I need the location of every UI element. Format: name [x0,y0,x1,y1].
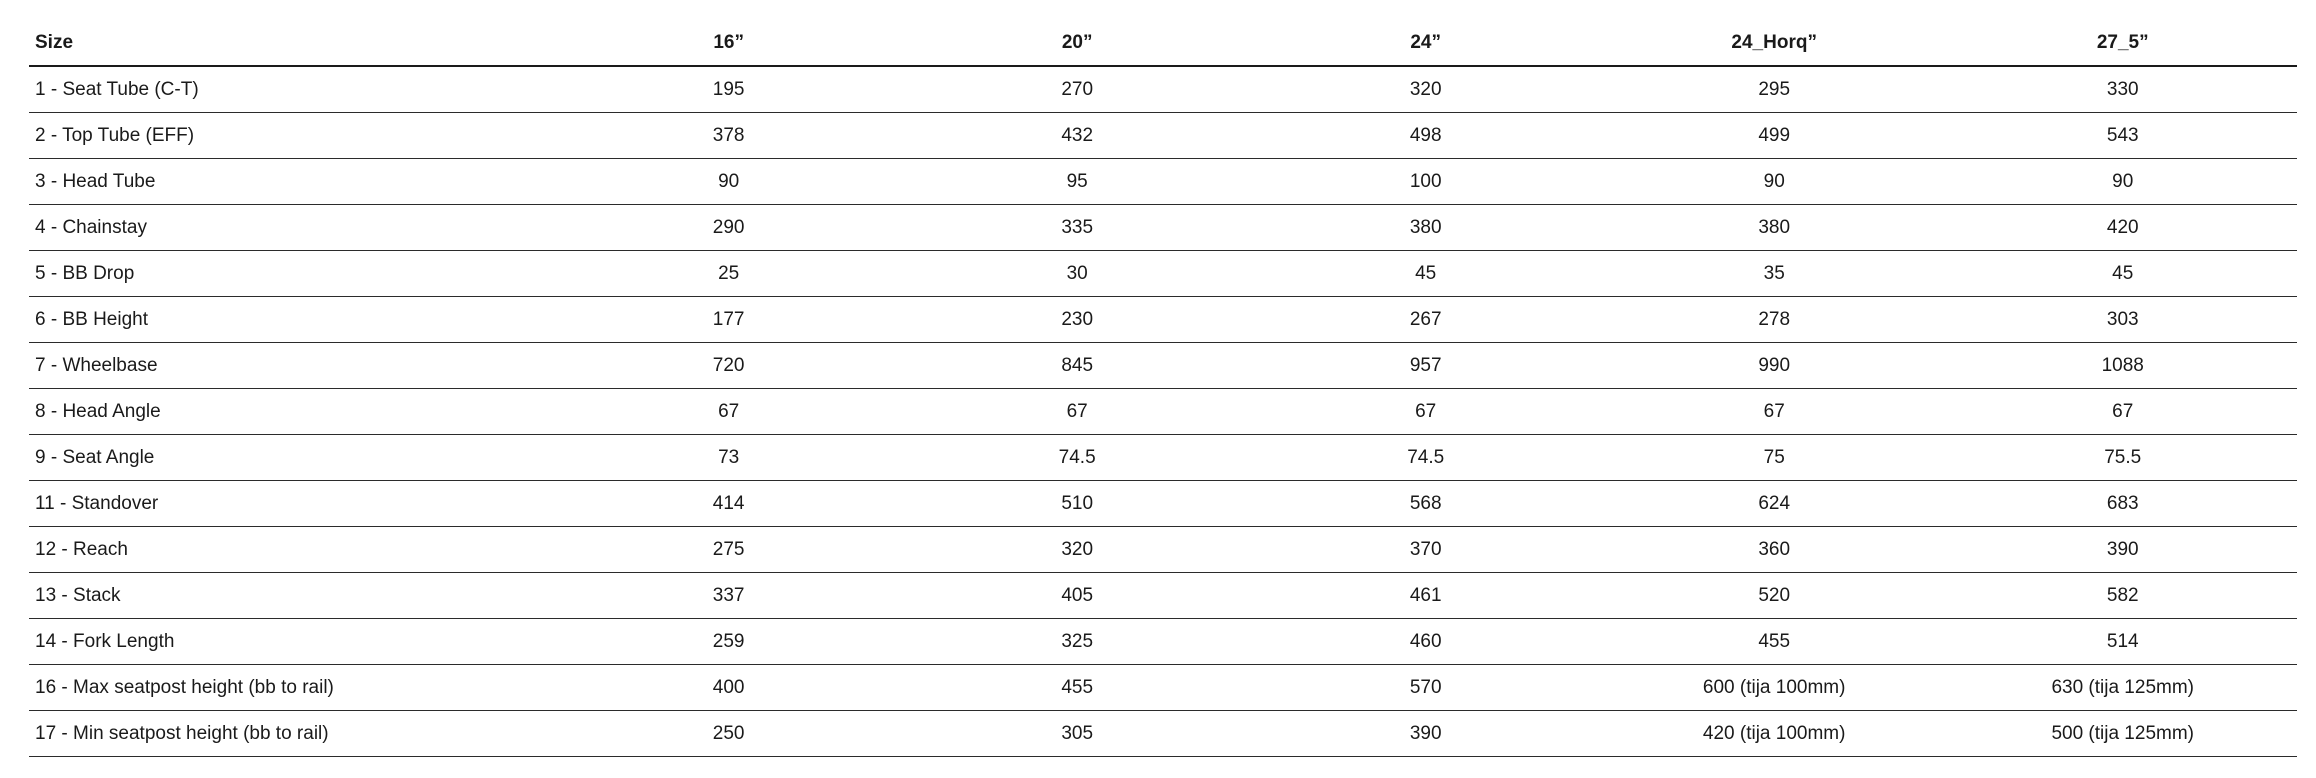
table-row [29,435,2297,481]
row-label: 14 - Fork Length [29,619,554,665]
row-label: 3 - Head Tube [29,159,554,205]
row-value: 303 [1948,297,2297,343]
row-value: 568 [1251,481,1600,527]
header-24: 24” [1251,20,1600,66]
row-value: 390 [1251,711,1600,757]
row-value: 290 [554,205,903,251]
row-value: 320 [903,527,1252,573]
row-value: 177 [554,297,903,343]
row-value: 35 [1600,251,1949,297]
row-value: 420 [1948,205,2297,251]
row-value: 90 [1948,159,2297,205]
row-value: 75 [1600,435,1949,481]
table-body [29,66,2297,757]
table-row [29,251,2297,297]
row-value: 337 [554,573,903,619]
row-value: 230 [903,297,1252,343]
row-value: 360 [1600,527,1949,573]
table-row [29,343,2297,389]
row-value: 67 [1948,389,2297,435]
row-value: 1088 [1948,343,2297,389]
row-value: 405 [903,573,1252,619]
row-value: 390 [1948,527,2297,573]
row-value: 720 [554,343,903,389]
row-value: 582 [1948,573,2297,619]
row-value: 570 [1251,665,1600,711]
row-value: 295 [1600,66,1949,113]
row-label: 17 - Min seatpost height (bb to rail) [29,711,554,757]
row-label: 9 - Seat Angle [29,435,554,481]
row-label: 8 - Head Angle [29,389,554,435]
row-label: 1 - Seat Tube (C-T) [29,66,554,113]
header-row [29,20,2297,66]
row-value: 414 [554,481,903,527]
table-row [29,297,2297,343]
table-row [29,159,2297,205]
row-value: 455 [903,665,1252,711]
row-value: 90 [554,159,903,205]
row-value: 510 [903,481,1252,527]
row-value: 683 [1948,481,2297,527]
table-row [29,527,2297,573]
table-row [29,711,2297,757]
table-header [29,20,2297,66]
row-value: 270 [903,66,1252,113]
row-value: 957 [1251,343,1600,389]
row-value: 330 [1948,66,2297,113]
row-value: 630 (tija 125mm) [1948,665,2297,711]
row-label: 2 - Top Tube (EFF) [29,113,554,159]
row-value: 400 [554,665,903,711]
row-value: 250 [554,711,903,757]
row-value: 500 (tija 125mm) [1948,711,2297,757]
row-label: 13 - Stack [29,573,554,619]
row-value: 370 [1251,527,1600,573]
row-value: 67 [903,389,1252,435]
row-value: 432 [903,113,1252,159]
row-value: 267 [1251,297,1600,343]
row-value: 600 (tija 100mm) [1600,665,1949,711]
row-value: 845 [903,343,1252,389]
row-value: 95 [903,159,1252,205]
row-value: 624 [1600,481,1949,527]
row-value: 74.5 [903,435,1252,481]
row-value: 195 [554,66,903,113]
row-value: 45 [1251,251,1600,297]
row-value: 45 [1948,251,2297,297]
table-row [29,619,2297,665]
header-20: 20” [903,20,1252,66]
header-27-5: 27_5” [1948,20,2297,66]
header-24-horq: 24_Horq” [1600,20,1949,66]
geometry-table [29,20,2297,757]
table-row [29,665,2297,711]
row-value: 74.5 [1251,435,1600,481]
row-value: 259 [554,619,903,665]
row-value: 90 [1600,159,1949,205]
row-value: 75.5 [1948,435,2297,481]
table-row [29,205,2297,251]
header-16: 16” [554,20,903,66]
row-label: 7 - Wheelbase [29,343,554,389]
row-value: 278 [1600,297,1949,343]
row-label: 6 - BB Height [29,297,554,343]
row-label: 11 - Standover [29,481,554,527]
row-value: 543 [1948,113,2297,159]
table-row [29,481,2297,527]
row-value: 460 [1251,619,1600,665]
row-value: 380 [1600,205,1949,251]
geometry-table-container [29,20,2297,757]
row-value: 25 [554,251,903,297]
row-value: 514 [1948,619,2297,665]
row-value: 990 [1600,343,1949,389]
row-value: 67 [554,389,903,435]
row-value: 420 (tija 100mm) [1600,711,1949,757]
table-row [29,113,2297,159]
row-value: 325 [903,619,1252,665]
row-value: 320 [1251,66,1600,113]
header-size: Size [29,20,554,66]
row-value: 275 [554,527,903,573]
row-value: 461 [1251,573,1600,619]
row-value: 73 [554,435,903,481]
row-value: 67 [1251,389,1600,435]
row-label: 5 - BB Drop [29,251,554,297]
row-value: 498 [1251,113,1600,159]
row-label: 16 - Max seatpost height (bb to rail) [29,665,554,711]
row-label: 12 - Reach [29,527,554,573]
row-value: 67 [1600,389,1949,435]
table-row [29,66,2297,113]
row-value: 305 [903,711,1252,757]
table-row [29,573,2297,619]
row-value: 335 [903,205,1252,251]
row-value: 520 [1600,573,1949,619]
row-value: 378 [554,113,903,159]
row-value: 455 [1600,619,1949,665]
row-value: 100 [1251,159,1600,205]
row-value: 380 [1251,205,1600,251]
row-value: 30 [903,251,1252,297]
row-value: 499 [1600,113,1949,159]
table-row [29,389,2297,435]
row-label: 4 - Chainstay [29,205,554,251]
